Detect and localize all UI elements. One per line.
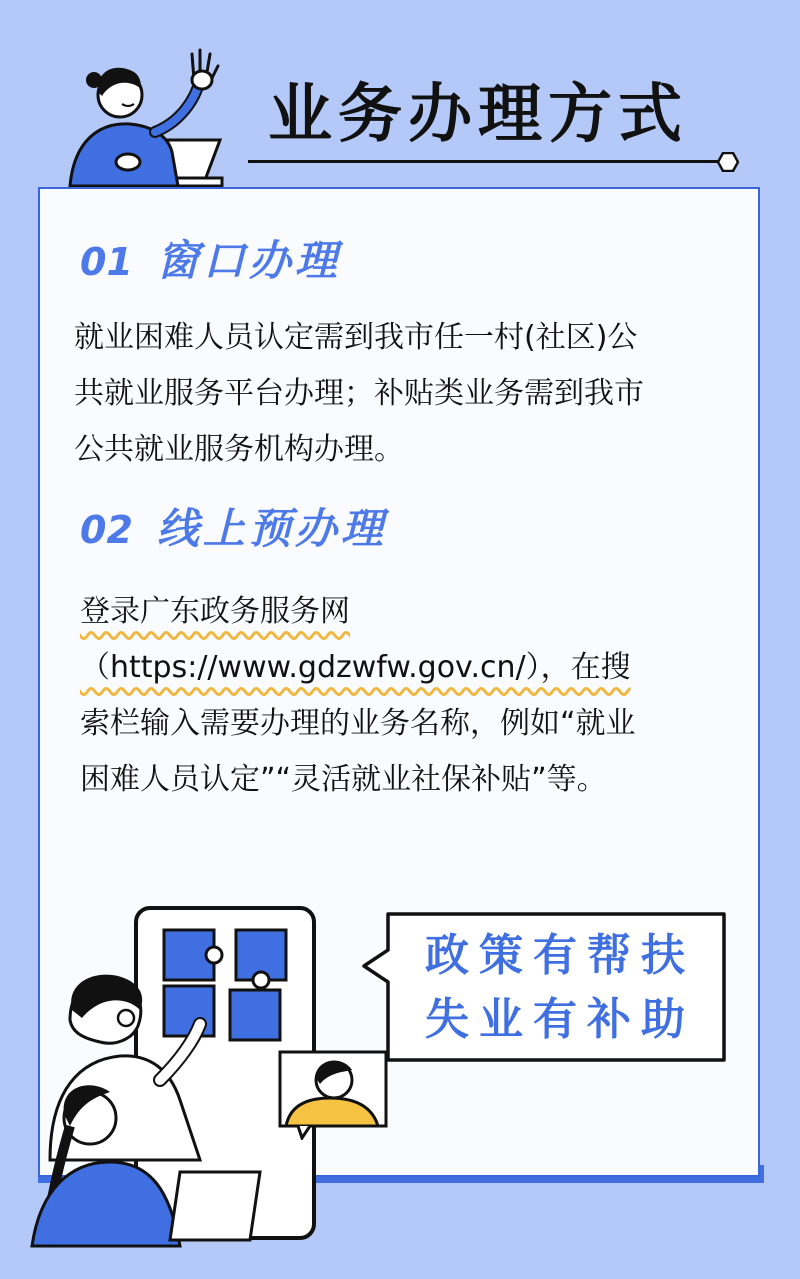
section-body-online <box>80 584 760 808</box>
title-divider <box>248 160 718 163</box>
section-header-online <box>80 494 387 564</box>
slogan-line: 政策有帮扶 <box>425 930 695 981</box>
portal-name-link[interactable]: 登录广东政务服务网 <box>80 594 350 629</box>
page-title: 业务办理方式 <box>268 78 688 152</box>
woman-laptop-illustration <box>60 40 250 190</box>
slogan <box>410 924 710 1054</box>
body-line: 公共就业服务机构办理。 <box>74 432 404 467</box>
section-number: 01 <box>80 240 133 284</box>
section-number: 02 <box>80 508 133 552</box>
slogan-line: 失业有补助 <box>425 994 695 1045</box>
section-title: 窗口办理 <box>156 236 341 285</box>
body-line: 索栏输入需要办理的业务名称，例如“就业 <box>80 706 636 741</box>
body-line: 困难人员认定”“灵活就业社保补贴”等。 <box>80 762 607 797</box>
avatar-illustration <box>278 1050 390 1140</box>
hexagon-icon <box>717 152 739 172</box>
body-line: 共就业服务平台办理；补贴类业务需到我市 <box>74 376 644 411</box>
section-body-window <box>74 310 754 478</box>
section-title: 线上预办理 <box>156 504 387 553</box>
portal-url-link[interactable]: （https://www.gdzwfw.gov.cn/），在搜 <box>80 650 631 685</box>
body-line: 就业困难人员认定需到我市任一村(社区)公 <box>74 320 638 355</box>
section-header-window <box>80 226 341 296</box>
